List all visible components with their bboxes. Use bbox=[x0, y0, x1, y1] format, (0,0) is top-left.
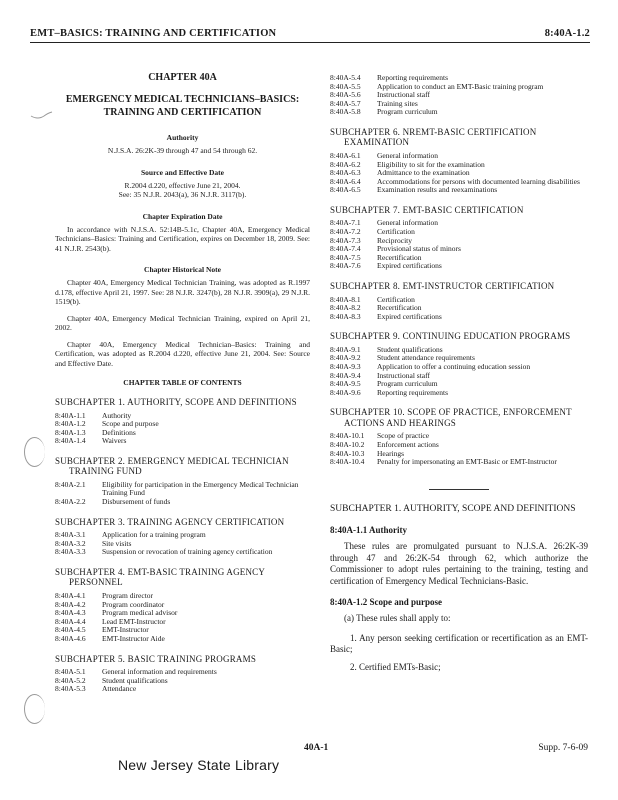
toc-entry-list bbox=[55, 412, 310, 446]
toc-entry bbox=[55, 677, 310, 686]
header-code: 8:40A-1.2 bbox=[544, 28, 590, 39]
toc-entry-list bbox=[330, 219, 588, 271]
toc-entry bbox=[330, 91, 588, 100]
toc-entry-title: Penalty for impersonating an EMT-Basic or EMT-Instructor bbox=[377, 457, 557, 467]
toc-entry-number: 8:40A-3.1 bbox=[55, 530, 86, 540]
toc-entry-title: Student attendance requirements bbox=[377, 353, 475, 363]
toc-entry-number: 8:40A-10.4 bbox=[330, 457, 365, 467]
toc-entry-title: General information bbox=[377, 218, 439, 228]
toc-entry-title: Application to conduct an EMT-Basic training program bbox=[377, 81, 544, 91]
toc-entry bbox=[330, 432, 588, 441]
toc-entry-title: Application to offer a continuing education session bbox=[377, 361, 531, 371]
toc-entry-number: 8:40A-6.3 bbox=[330, 168, 361, 178]
toc-entry-title: Certification bbox=[377, 227, 415, 237]
toc-entry-title: Eligibility to sit for the examination bbox=[377, 159, 485, 169]
toc-entry-list bbox=[330, 296, 588, 322]
source-line-1: R.2004 d.220, effective June 21, 2004. bbox=[124, 180, 241, 190]
toc-entry-number: 8:40A-7.2 bbox=[330, 227, 361, 237]
toc-entry-title: Attendance bbox=[102, 684, 137, 694]
toc-entry-title: Reciprocity bbox=[377, 235, 412, 245]
toc-entry-title: Enforcement actions bbox=[377, 439, 439, 449]
toc-entry-title: EMT-Instructor Aide bbox=[102, 633, 165, 643]
toc-entry-title: Instructional staff bbox=[377, 90, 430, 100]
page-number: 40A-1 bbox=[304, 743, 329, 753]
toc-entry-title: Program curriculum bbox=[377, 107, 438, 117]
toc-entry-number: 8:40A-7.1 bbox=[330, 218, 361, 228]
toc-entry-number: 8:40A-5.5 bbox=[330, 81, 361, 91]
toc-entry-number: 8:40A-8.1 bbox=[330, 294, 361, 304]
toc-entry-number: 8:40A-4.4 bbox=[55, 616, 86, 626]
toc-entry-number: 8:40A-5.2 bbox=[55, 675, 86, 685]
toc-entry-title: Accommodations for persons with documented learning disabilities bbox=[377, 176, 580, 186]
toc-entry bbox=[330, 313, 588, 322]
toc-entry-number: 8:40A-6.2 bbox=[330, 159, 361, 169]
toc-subchapter-title: SUBCHAPTER 8. EMT-INSTRUCTOR CERTIFICATION bbox=[330, 281, 555, 291]
toc-entry-title: Training sites bbox=[377, 98, 418, 108]
source-line-2: See: 35 N.J.R. 2043(a), 36 N.J.R. 3117(b). bbox=[118, 190, 247, 199]
toc-entry bbox=[330, 100, 588, 109]
toc-entry bbox=[55, 592, 310, 601]
toc-left bbox=[55, 397, 310, 694]
toc-entry-title: Student qualifications bbox=[102, 675, 168, 685]
toc-entry-list bbox=[55, 531, 310, 557]
running-header bbox=[30, 24, 590, 43]
binder-hole-top bbox=[24, 437, 45, 467]
expiration-text: In accordance with N.J.S.A. 52:14B-5.1c, Chapter 40A, Emergency Medical Technicians–Basics: Training and Certification, expires on December 18, 2009. See: 41 N.J.R. 2543(b). bbox=[55, 224, 310, 253]
toc-entry-title: Expired certifications bbox=[377, 261, 442, 271]
toc-entry-title: Recertification bbox=[377, 252, 422, 262]
toc-entry-title: EMT-Instructor bbox=[102, 625, 149, 635]
toc-right bbox=[330, 127, 588, 467]
toc-entry-title: Lead EMT-Instructor bbox=[102, 616, 166, 626]
toc-entry bbox=[55, 420, 310, 429]
toc-entry-number: 8:40A-3.3 bbox=[55, 547, 86, 557]
toc-entry-number: 8:40A-6.5 bbox=[330, 185, 361, 195]
toc-entry bbox=[330, 441, 588, 450]
toc-entry-number: 8:40A-7.6 bbox=[330, 261, 361, 271]
toc-entry bbox=[55, 412, 310, 421]
toc-entry-title: Recertification bbox=[377, 303, 422, 313]
toc-continuation bbox=[330, 74, 588, 117]
toc-entry-title: Program coordinator bbox=[102, 599, 165, 609]
left-column bbox=[55, 64, 310, 694]
supplement-date: Supp. 7-6-09 bbox=[538, 743, 588, 753]
toc-entry bbox=[330, 372, 588, 381]
section-2-item-1: 1. Any person seeking certification or recertification as an EMT-Basic; bbox=[330, 632, 588, 655]
section-2-item-2: 2. Certified EMTs-Basic; bbox=[350, 661, 441, 672]
toc-entry-number: 8:40A-10.3 bbox=[330, 448, 365, 458]
toc-entry-number: 8:40A-2.2 bbox=[55, 497, 86, 507]
toc-heading: CHAPTER TABLE OF CONTENTS bbox=[123, 378, 242, 387]
toc-entry-title: General information and requirements bbox=[102, 667, 217, 676]
toc-entry-title: Reporting requirements bbox=[377, 73, 449, 82]
toc-entry-number: 8:40A-4.1 bbox=[55, 590, 86, 600]
toc-entry-number: 8:40A-9.3 bbox=[330, 361, 361, 371]
toc-entry bbox=[330, 389, 588, 398]
toc-entry-number: 8:40A-1.3 bbox=[55, 427, 86, 437]
toc-entry-number: 8:40A-8.2 bbox=[330, 303, 361, 313]
toc-entry-number: 8:40A-1.4 bbox=[55, 436, 86, 446]
body-subchapter-title: SUBCHAPTER 1. AUTHORITY, SCOPE AND DEFINITIONS bbox=[330, 503, 576, 514]
toc-entry-title: Waivers bbox=[102, 436, 127, 446]
section-2-heading: 8:40A-1.2 Scope and purpose bbox=[330, 597, 443, 608]
toc-entry bbox=[330, 304, 588, 313]
toc-entry-number: 8:40A-3.2 bbox=[55, 538, 86, 548]
toc-entry-title: Provisional status of minors bbox=[377, 244, 461, 254]
toc-entry-title: Scope and purpose bbox=[102, 419, 159, 429]
toc-entry-number: 8:40A-7.4 bbox=[330, 244, 361, 254]
toc-entry-number: 8:40A-9.5 bbox=[330, 379, 361, 389]
toc-subchapter-title: SUBCHAPTER 3. TRAINING AGENCY CERTIFICATION bbox=[55, 516, 285, 527]
toc-entry-title: Expired certifications bbox=[377, 311, 442, 321]
toc-entry-number: 8:40A-9.2 bbox=[330, 353, 361, 363]
toc-entry-title: Hearings bbox=[377, 448, 405, 458]
toc-entry-number: 8:40A-5.8 bbox=[330, 107, 361, 117]
toc-entry bbox=[55, 685, 310, 694]
toc-entry bbox=[55, 437, 310, 446]
toc-entry bbox=[330, 228, 588, 237]
toc-subchapter-title: SUBCHAPTER 2. EMERGENCY MEDICAL TECHNICIAN TRAINING FUND bbox=[55, 455, 289, 477]
toc-entry-title: Program medical advisor bbox=[102, 608, 178, 618]
toc-entry bbox=[330, 245, 588, 254]
toc-subchapter-title: SUBCHAPTER 5. BASIC TRAINING PROGRAMS bbox=[55, 653, 257, 664]
toc-entry-list bbox=[55, 668, 310, 694]
toc-entry-number: 8:40A-7.3 bbox=[330, 235, 361, 245]
toc-entry-title: Program director bbox=[102, 590, 154, 600]
toc-entry bbox=[330, 108, 588, 117]
toc-entry bbox=[55, 609, 310, 618]
toc-entry-list bbox=[330, 346, 588, 398]
section-divider bbox=[429, 489, 489, 490]
toc-subchapter-title: SUBCHAPTER 6. NREMT-BASIC CERTIFICATION EXAMINATION bbox=[330, 126, 537, 148]
scan-mark-icon bbox=[30, 108, 54, 120]
section-2-intro: (a) These rules shall apply to: bbox=[344, 613, 451, 624]
toc-subchapter-title: SUBCHAPTER 1. AUTHORITY, SCOPE AND DEFINITIONS bbox=[55, 397, 297, 407]
toc-entry-number: 8:40A-5.4 bbox=[330, 73, 361, 82]
toc-entry-title: Program curriculum bbox=[377, 379, 438, 389]
toc-entry bbox=[55, 548, 310, 557]
toc-entry-title: Definitions bbox=[102, 427, 136, 437]
toc-entry-number: 8:40A-9.1 bbox=[330, 344, 361, 354]
toc-entry-number: 8:40A-7.5 bbox=[330, 252, 361, 262]
toc-entry-title: Application for a training program bbox=[102, 530, 206, 540]
toc-entry bbox=[55, 601, 310, 610]
toc-entry-number: 8:40A-4.6 bbox=[55, 633, 86, 643]
toc-entry bbox=[330, 219, 588, 228]
expiration-heading: Chapter Expiration Date bbox=[142, 211, 223, 221]
toc-entry-number: 8:40A-6.1 bbox=[330, 150, 361, 160]
toc-entry-title: Certification bbox=[377, 294, 415, 304]
toc-entry-title: Eligibility for participation in the Emergency Medical Technician Training Fund bbox=[102, 479, 299, 498]
toc-entry bbox=[330, 262, 588, 271]
toc-entry-title: Reporting requirements bbox=[377, 387, 449, 397]
binder-hole-bottom bbox=[24, 694, 45, 724]
toc-entry-number: 8:40A-10.2 bbox=[330, 439, 365, 449]
authority-heading: Authority bbox=[166, 133, 199, 142]
toc-entry-list bbox=[330, 152, 588, 195]
toc-entry-number: 8:40A-5.1 bbox=[55, 667, 86, 676]
toc-entry-number: 8:40A-6.4 bbox=[330, 176, 361, 186]
history-paragraph: Chapter 40A, Emergency Medical Technician Training, expired on April 21, 2002. bbox=[55, 313, 310, 332]
toc-subchapter-title: SUBCHAPTER 7. EMT-BASIC CERTIFICATION bbox=[330, 204, 524, 215]
authority-text: N.J.S.A. 26:2K-39 through 47 and 54 through 62. bbox=[107, 146, 258, 155]
toc-entry-number: 8:40A-4.3 bbox=[55, 608, 86, 618]
toc-entry bbox=[55, 481, 310, 498]
toc-entry-number: 8:40A-5.7 bbox=[330, 98, 361, 108]
toc-entry-list bbox=[55, 481, 310, 507]
toc-entry-title: Instructional staff bbox=[377, 370, 430, 380]
toc-entry bbox=[330, 254, 588, 263]
toc-entry-number: 8:40A-9.6 bbox=[330, 387, 361, 397]
toc-entry-number: 8:40A-5.3 bbox=[55, 684, 86, 694]
toc-subchapter-title: SUBCHAPTER 9. CONTINUING EDUCATION PROGRAMS bbox=[330, 331, 571, 342]
toc-entry bbox=[55, 429, 310, 438]
toc-entry-number: 8:40A-9.4 bbox=[330, 370, 361, 380]
toc-entry-title: General information bbox=[377, 150, 439, 160]
toc-entry-number: 8:40A-4.2 bbox=[55, 599, 86, 609]
toc-entry-list bbox=[330, 432, 588, 466]
toc-entry-title: Examination results and reexaminations bbox=[377, 185, 498, 195]
library-stamp: New Jersey State Library bbox=[118, 757, 280, 773]
toc-entry bbox=[330, 380, 588, 389]
header-title: EMT–BASICS: TRAINING AND CERTIFICATION bbox=[30, 28, 277, 39]
toc-entry bbox=[330, 186, 588, 195]
toc-entry-number: 8:40A-1.1 bbox=[55, 410, 86, 420]
toc-entry-number: 8:40A-1.2 bbox=[55, 419, 86, 429]
toc-entry bbox=[55, 531, 310, 540]
toc-entry-list bbox=[55, 592, 310, 644]
toc-entry-title: Authority bbox=[102, 410, 132, 420]
toc-entry bbox=[330, 296, 588, 305]
toc-entry bbox=[55, 626, 310, 635]
history-paragraph: Chapter 40A, Emergency Medical Technician Training, was adopted as R.1997 d.178, effective April 21, 1997. See: 28 N.J.R. 3247(b), 28 N.J.R. 3909(a), 29 N.J.R. 1519(b). bbox=[55, 278, 310, 306]
toc-entry-title: Site visits bbox=[102, 538, 132, 548]
toc-entry-number: 8:40A-5.6 bbox=[330, 90, 361, 100]
toc-entry bbox=[330, 83, 588, 92]
toc-entry-title: Scope of practice bbox=[377, 431, 430, 441]
chapter-label: CHAPTER 40A bbox=[148, 72, 217, 83]
right-column bbox=[330, 74, 588, 679]
toc-entry-number: 8:40A-4.5 bbox=[55, 625, 86, 635]
toc-entry-number: 8:40A-8.3 bbox=[330, 311, 361, 321]
toc-entry-title: Disbursement of funds bbox=[102, 497, 171, 507]
toc-entry-title: Suspension or revocation of training agency certification bbox=[102, 547, 273, 557]
toc-entry-title: Admittance to the examination bbox=[377, 168, 470, 178]
toc-entry bbox=[55, 635, 310, 644]
section-1-heading: 8:40A-1.1 Authority bbox=[330, 525, 407, 536]
toc-subchapter-title: SUBCHAPTER 10. SCOPE OF PRACTICE, ENFORCEMENT ACTIONS AND HEARINGS bbox=[330, 407, 572, 428]
toc-entry bbox=[55, 618, 310, 627]
toc-entry-number: 8:40A-2.1 bbox=[55, 479, 86, 489]
history-paragraph: Chapter 40A, Emergency Medical Technician–Basics: Training and Certification, was adopted as R.2004 d.220, effective June 21, 2004. See: Source and Effective Date. bbox=[55, 339, 310, 368]
chapter-name: EMERGENCY MEDICAL TECHNICIANS–BASICS: TRAINING AND CERTIFICATION bbox=[65, 94, 300, 118]
toc-subchapter-title: SUBCHAPTER 4. EMT-BASIC TRAINING AGENCY PERSONNEL bbox=[55, 566, 265, 588]
toc-entry bbox=[330, 363, 588, 372]
toc-entry bbox=[330, 458, 588, 467]
toc-entry-title: Student qualifications bbox=[377, 344, 443, 354]
history-heading: Chapter Historical Note bbox=[144, 265, 221, 274]
toc-entry bbox=[55, 498, 310, 507]
toc-entry-number: 8:40A-10.1 bbox=[330, 431, 365, 441]
source-heading: Source and Effective Date bbox=[141, 167, 224, 177]
section-1-text: These rules are promulgated pursuant to N.J.S.A. 26:2K-39 through 47 and 26:2K-54 through 62, which authorize the Commissioner to adopt rules pertaining to the training, testing and certification of Emergency Medical Technicians-Basic. bbox=[330, 541, 588, 586]
toc-entry bbox=[55, 668, 310, 677]
